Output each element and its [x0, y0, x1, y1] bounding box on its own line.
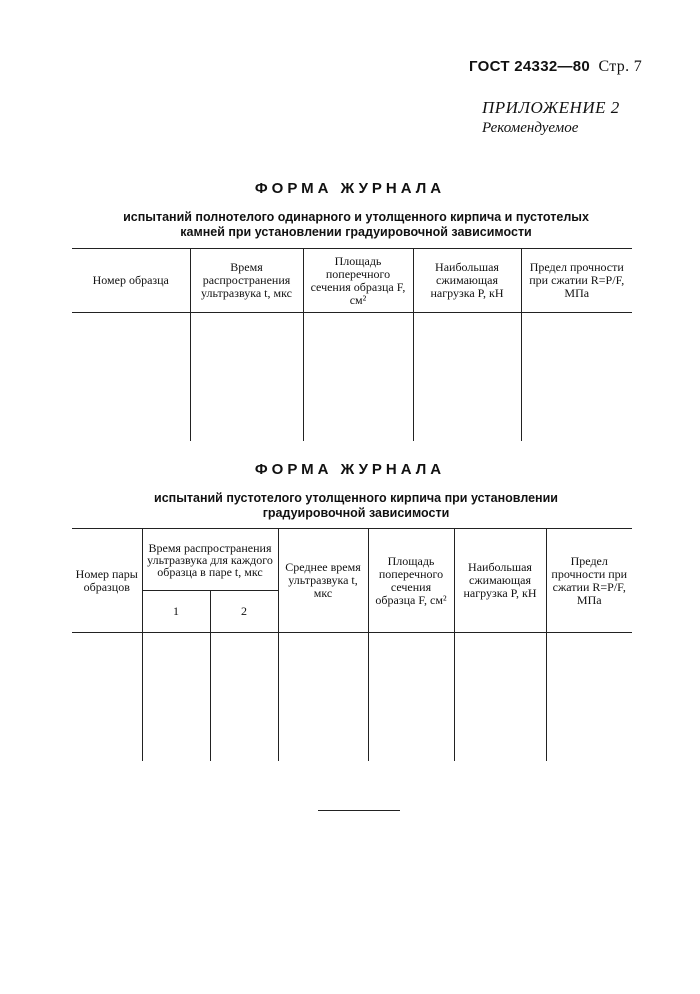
page-header [469, 58, 642, 76]
form2-cell-avg [278, 633, 368, 761]
form1-cell-strength [521, 313, 632, 441]
page-number: Стр. 7 [598, 58, 642, 75]
form2-col-sub2: 2 [210, 591, 278, 633]
form1-col-sample: Номер образца [72, 249, 190, 313]
form1-col-time: Время распространения ультразвука t, мкс [190, 249, 303, 313]
standard-number: ГОСТ 24332—80 [469, 58, 591, 75]
form2-header-row [72, 529, 632, 591]
form2-subtitle-line2: градуировочной зависимости [262, 506, 450, 520]
form2-cell-sub1 [142, 633, 210, 761]
form1-col-load: Наибольшая сжимающая нагрузка P, кН [413, 249, 521, 313]
form1-subtitle-line2: камней при установлении градуировочной зависимости [180, 225, 532, 239]
appendix-note: Рекомендуемое [482, 120, 579, 136]
form2-col-time: Время распространения ультразвука для каждого образца в паре t, мкс [142, 529, 278, 591]
form1-title: ФОРМА ЖУРНАЛА [254, 180, 446, 197]
form2-cell-strength [546, 633, 632, 761]
appendix-title: ПРИЛОЖЕНИЕ 2 [482, 98, 620, 117]
form2-cell-pair [72, 633, 142, 761]
form1-cell-area [303, 313, 413, 441]
form1-cell-load [413, 313, 521, 441]
form1-subtitle-line1: испытаний полнотелого одинарного и утолщенного кирпича и пустотелых [123, 210, 589, 224]
form1-table [72, 248, 632, 441]
form2-cell-load [454, 633, 546, 761]
form2-cell-area [368, 633, 454, 761]
form1-cell-time [190, 313, 303, 441]
form1-body-row [72, 313, 632, 441]
form1-header-row [72, 249, 632, 313]
form2-table [72, 528, 632, 761]
form1-col-strength: Предел прочности при сжатии R=P/F, МПа [521, 249, 632, 313]
form2-col-area: Площадь поперечного сечения образца F, см² [368, 529, 454, 633]
form2-body-row [72, 633, 632, 761]
form1-col-area: Площадь поперечного сечения образца F, см² [303, 249, 413, 313]
form2-col-load: Наибольшая сжимающая нагрузка P, кН [454, 529, 546, 633]
form2-subtitle-line1: испытаний пустотелого утолщенного кирпича при установлении [154, 491, 558, 505]
form2-col-pair: Номер пары образцов [72, 529, 142, 633]
end-rule [318, 810, 400, 811]
form1-subtitle [76, 210, 636, 240]
form2-col-strength: Предел прочности при сжатии R=P/F, МПа [546, 529, 632, 633]
form2-subtitle [76, 491, 636, 521]
form2-cell-sub2 [210, 633, 278, 761]
form1-cell-sample [72, 313, 190, 441]
form2-col-avg: Среднее время ультразвука t, мкс [278, 529, 368, 633]
appendix-block [482, 98, 642, 137]
form2-title: ФОРМА ЖУРНАЛА [254, 461, 446, 478]
form2-col-sub1: 1 [142, 591, 210, 633]
